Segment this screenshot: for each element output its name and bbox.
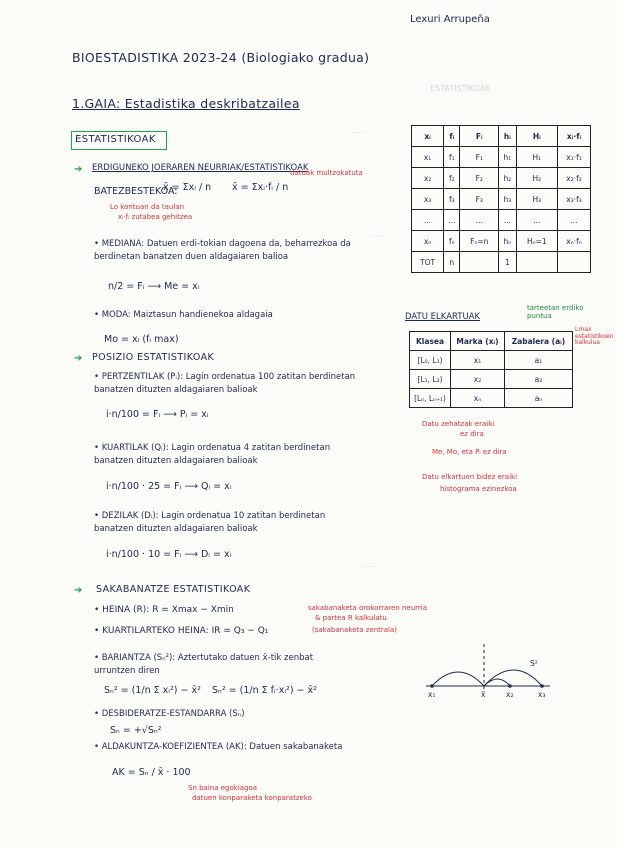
red-annotation: datuak multzokatuta xyxy=(290,169,363,177)
arrow-icon: ➔ xyxy=(74,353,83,364)
table-cell: ... xyxy=(460,210,499,231)
table-cell: F₂ xyxy=(460,168,499,189)
bleed-through-text: ...... xyxy=(360,560,376,569)
section-heading: ESTATISTIKOAK xyxy=(75,134,156,145)
table-cell: a₂ xyxy=(504,370,572,389)
table-cell: x₂ xyxy=(412,168,444,189)
table-cell: ... xyxy=(499,210,517,231)
red-annotation: Me, Mo, eta Pᵢ ez dira xyxy=(432,448,507,456)
table-header-cell: Klasea xyxy=(410,332,451,351)
page-title: BIOESTADISTIKA 2023-24 (Biologiako gradua) xyxy=(72,50,370,65)
table-row xyxy=(412,147,591,168)
red-annotation: Sn baina egokiagoa xyxy=(188,784,258,792)
table-row xyxy=(410,351,573,370)
table-header-cell: Hᵢ xyxy=(516,126,557,147)
table-cell: x₁·f₁ xyxy=(557,147,590,168)
point xyxy=(430,684,434,688)
table-cell: h₃ xyxy=(499,189,517,210)
table-cell: x₁ xyxy=(412,147,444,168)
formula: x̄ = Σxᵢ / n xyxy=(163,182,212,193)
formula: Mo = xᵢ (fᵢ max) xyxy=(104,334,179,345)
table-cell: hₙ xyxy=(499,231,517,252)
frequency-table xyxy=(411,125,591,273)
text-line: banatzen dituzten aldagaiaren balioak xyxy=(94,385,258,395)
green-annotation: tarteetan erdiko puntua xyxy=(527,304,584,320)
bleed-through-text: ...... xyxy=(350,126,366,135)
table-cell: a₁ xyxy=(504,351,572,370)
text-line: • DEZILAK (Dᵢ): Lagin ordenatua 10 zatitan berdinetan xyxy=(94,511,326,521)
diagram-label: x₂ xyxy=(506,690,514,699)
table-header-row xyxy=(412,126,591,147)
table-cell: xₙ·fₙ xyxy=(557,231,590,252)
formula: AK = Sₙ / x̄ · 100 xyxy=(112,767,191,778)
red-annotation: & partea R kalkulatu xyxy=(315,614,387,622)
table-header-cell: fᵢ xyxy=(444,126,460,147)
table-row xyxy=(412,210,591,231)
arc xyxy=(484,670,542,686)
point xyxy=(540,684,544,688)
table-cell xyxy=(516,252,557,273)
subsection-heading: SAKABANATZE ESTATISTIKOAK xyxy=(96,584,251,595)
arrow-icon: ➔ xyxy=(74,164,83,175)
table-cell: x₃ xyxy=(412,189,444,210)
text-line: • KUARTILARTEKO HEINA: IR = Q₃ − Q₁ xyxy=(94,626,269,636)
table-cell: ... xyxy=(412,210,444,231)
table-header-cell: xᵢ·fᵢ xyxy=(557,126,590,147)
table-header-cell: hᵢ xyxy=(499,126,517,147)
red-annotation: sakabanaketa orokorraren neurria xyxy=(308,604,428,612)
formula: n/2 = Fᵢ ⟶ Me = xᵢ xyxy=(108,281,200,292)
formula: i·n/100 · 10 = Fᵢ ⟶ Dᵢ = xᵢ xyxy=(106,549,232,560)
table-cell: h₁ xyxy=(499,147,517,168)
table-row xyxy=(412,189,591,210)
table-cell: H₂ xyxy=(516,168,557,189)
text-line: • PERTZENTILAK (Pᵢ): Lagin ordenatua 100 zatitan berdinetan xyxy=(94,372,356,382)
red-annotation: Datu zehatzak eraiki xyxy=(422,420,495,428)
text-line: • KUARTILAK (Qᵢ): Lagin ordenatua 4 zatitan berdinetan xyxy=(94,443,331,453)
table-cell: [Lₙ, Lₙ₊₁) xyxy=(410,389,451,408)
red-annotation: Lmax estatistikoen kalkulua xyxy=(575,326,614,347)
table-cell: n xyxy=(444,252,460,273)
table-cell: [L₀, L₁) xyxy=(410,351,451,370)
table-row xyxy=(412,252,591,273)
text-line: berdinetan banatzen duen aldagaiaren balioa xyxy=(94,252,289,262)
table-cell: 1 xyxy=(499,252,517,273)
table-row xyxy=(410,370,573,389)
table-cell: x₁ xyxy=(451,351,505,370)
formula: x̄ = Σxᵢ·fᵢ / n xyxy=(232,182,289,193)
table-cell: f₃ xyxy=(444,189,460,210)
table-cell: [L₁, L₂) xyxy=(410,370,451,389)
diagram-label: x₃ xyxy=(538,690,546,699)
table-cell: H₁ xyxy=(516,147,557,168)
table-cell: x₂·f₂ xyxy=(557,168,590,189)
table-cell: Fₙ=n xyxy=(460,231,499,252)
text-line: urruntzen diren xyxy=(94,666,160,676)
bullet-label: BATEZBESTEKOA: xyxy=(94,186,178,197)
red-annotation: Datu elkartuen bidez eraiki xyxy=(422,473,518,481)
formula: i·n/100 = Fᵢ ⟶ Pᵢ = xᵢ xyxy=(106,409,209,420)
grouped-data-table xyxy=(409,331,573,408)
table-cell: ... xyxy=(444,210,460,231)
table-header-cell: Fᵢ xyxy=(460,126,499,147)
red-annotation: xᵢ·fᵢ zutabea gehitzea xyxy=(118,213,193,221)
table-cell: x₃·f₃ xyxy=(557,189,590,210)
table-cell: xₙ xyxy=(451,389,505,408)
table-header-row xyxy=(410,332,573,351)
table-cell: F₃ xyxy=(460,189,499,210)
diagram-label: x₁ xyxy=(428,690,436,699)
diagram-label: S² xyxy=(530,659,538,668)
table-cell: H₃ xyxy=(516,189,557,210)
bleed-through-text: ESTATISTIKOAK xyxy=(430,84,491,93)
table-cell: f₁ xyxy=(444,147,460,168)
table-row xyxy=(412,231,591,252)
formula: Sₙ² = (1/n Σ xᵢ²) − x̄² xyxy=(104,685,201,696)
table-cell xyxy=(460,252,499,273)
formula: i·n/100 · 25 = Fᵢ ⟶ Qᵢ = xᵢ xyxy=(106,481,232,492)
red-annotation: Lo kontuan da taulan xyxy=(110,203,185,211)
text-line: • HEINA (R): R = Xmax − Xmin xyxy=(94,605,234,615)
table-cell: F₁ xyxy=(460,147,499,168)
text-line: • BARIANTZA (Sₙ²): Aztertutako datuen x̄-tik zenbat xyxy=(94,653,314,663)
table-cell: TOT xyxy=(412,252,444,273)
table-cell: Hₙ=1 xyxy=(516,231,557,252)
formula: Sₙ² = (1/n Σ fᵢ·xᵢ²) − x̄² xyxy=(212,685,317,696)
datu-elkartuak-heading: DATU ELKARTUAK xyxy=(405,312,481,322)
subsection-heading: POSIZIO ESTATISTIKOAK xyxy=(92,352,215,363)
point xyxy=(508,684,512,688)
text-line: banatzen dituzten aldagaiaren balioak xyxy=(94,524,258,534)
red-annotation: (sakabanaketa zentrala) xyxy=(312,626,398,634)
subsection-heading: ERDIGUNEKO JOERAREN NEURRIAK/ESTATISTIKOAK xyxy=(92,163,309,173)
table-cell xyxy=(557,252,590,273)
diagram-label: x̄ xyxy=(481,690,486,699)
table-row xyxy=(410,389,573,408)
text-line: • MODA: Maiztasun handienekoa aldagaia xyxy=(94,310,273,320)
red-annotation: histograma ezinezkoa xyxy=(440,485,517,493)
arrow-icon: ➔ xyxy=(74,585,83,596)
table-cell: ... xyxy=(557,210,590,231)
table-header-cell: Marka (xᵢ) xyxy=(451,332,505,351)
table-header-cell: xᵢ xyxy=(412,126,444,147)
table-header-cell: Zabalera (aᵢ) xyxy=(504,332,572,351)
text-line: • ALDAKUNTZA-KOEFIZIENTEA (AK): Datuen sakabanaketa xyxy=(94,742,343,752)
table-cell: fₙ xyxy=(444,231,460,252)
red-annotation: datuen konparaketa konparatzeko xyxy=(192,794,312,802)
text-line: banatzen dituzten aldagaiaren balioak xyxy=(94,456,258,466)
table-cell: aₙ xyxy=(504,389,572,408)
text-line: • DESBIDERATZE-ESTANDARRA (Sₙ) xyxy=(94,709,245,719)
chapter-title: 1.GAIA: Estadistika deskribatzailea xyxy=(72,96,300,111)
table-cell: x₂ xyxy=(451,370,505,389)
table-cell: ... xyxy=(516,210,557,231)
table-row xyxy=(412,168,591,189)
table-cell: h₂ xyxy=(499,168,517,189)
arc xyxy=(432,672,484,686)
bleed-through-text: ...... xyxy=(370,230,386,239)
red-annotation: ez dira xyxy=(460,430,484,438)
author-name: Lexuri Arrupeña xyxy=(410,14,490,25)
table-cell: f₂ xyxy=(444,168,460,189)
table-cell: xₙ xyxy=(412,231,444,252)
text-line: • MEDIANA: Datuen erdi-tokian dagoena da, beharrezkoa da xyxy=(94,239,351,249)
formula: Sₙ = +√Sₙ² xyxy=(110,725,162,736)
